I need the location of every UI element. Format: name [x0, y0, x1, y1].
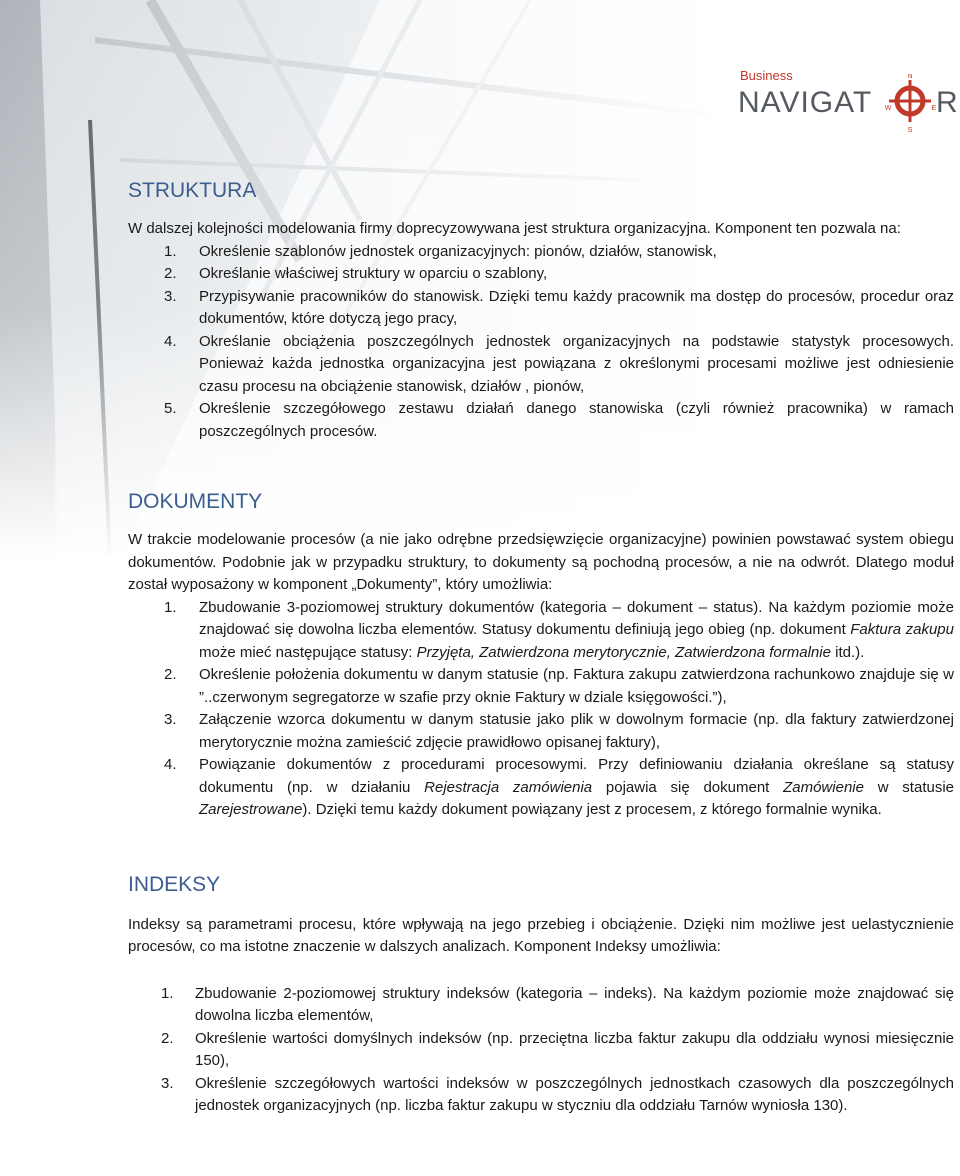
list-item: 2. Określenie położenia dokumentu w danym statusie (np. Faktura zakupu zatwierdzona rachunkowo znajduje się w ”..czerwonym segregatorze w szafie przy oknie Faktury w dziale księgowości.”), [164, 666, 954, 706]
business-navigator-logo [738, 68, 960, 130]
list-item: 1. Zbudowanie 3-poziomowej struktury dokumentów (kategoria – dokument – status). Na każdym poziomie może znajdować się dowolna liczba elementów. Statusy dokumentu definiują jego obieg (np. dokument Faktura zakupu może mieć następujące statusy: Przyjęta, Zatwierdzona merytorycznie, Zatwierdzona formalnie itd.). [164, 598, 954, 661]
compass-e: E [931, 105, 937, 112]
indeksy-list [128, 983, 954, 1118]
heading-indeksy: INDEKSY [128, 872, 221, 896]
struktura-intro: W dalszej kolejności modelowania firmy doprecyzowywana jest struktura organizacyjna. Komponent ten pozwala na: [128, 220, 901, 237]
compass-n: N [907, 74, 913, 80]
navigator-logo-icon [738, 74, 960, 132]
heading-dokumenty: DOKUMENTY [128, 490, 263, 513]
section-dokumenty [128, 489, 954, 822]
section-indeksy [128, 872, 954, 1118]
compass-w: W [884, 105, 892, 112]
list-item: 3. Załączenie wzorca dokumentu w danym statusie jako plik w dowolnym formacie (np. dla faktury zatwierdzonej merytorycznie można zamieścić zdjęcie prawidłowo opisanej faktury), [164, 711, 954, 751]
list-item: 1. Zbudowanie 2-poziomowej struktury indeksów (kategoria – indeks). Na każdym poziomie może znajdować się dowolna liczba elementów, [161, 984, 954, 1024]
indeksy-intro: Indeksy są parametrami procesu, które wpływają na jego przebieg i obciążenie. Dzięki nim możliwe jest uelastycznienie procesów, co ma istotne znaczenie w dalszych analizach. Komponent Indeksy umożliwia: [128, 915, 954, 955]
list-item: 3. Określenie szczegółowych wartości indeksów w poszczególnych jednostkach czasowych dla poszczególnych jednostek organizacyjnych (np. liczba faktur zakupu w styczniu dla oddziału Tarnów wyniosła 130). [161, 1074, 954, 1114]
list-item: 4. Powiązanie dokumentów z procedurami procesowymi. Przy definiowaniu działania określane są statusy dokumentu (np. w działaniu Rejestracja zamówienia pojawia się dokument Zamówienie w statusie Zarejestrowane). Dzięki temu każdy dokument powiązany jest z procesem, z którego formalnie wynika. [164, 756, 955, 818]
list-item: 2. Określanie właściwej struktury w oparciu o szablony, [164, 265, 548, 282]
list-item: 5. Określenie szczegółowego zestawu działań danego stanowiska (czyli również pracownika) w ramach poszczególnych procesów. [164, 400, 954, 440]
document-content [128, 178, 954, 1118]
logo-word-left: NAVIGAT [738, 86, 873, 119]
heading-struktura: STRUKTURA [128, 179, 257, 202]
logo-business-text: Business [740, 68, 793, 83]
dokumenty-list [128, 597, 954, 822]
section-struktura [128, 178, 954, 443]
list-item: 3. Przypisywanie pracowników do stanowisk. Dzięki temu każdy pracownik ma dostęp do procesów, procedur oraz dokumentów, które dotyczą jego pracy, [164, 287, 954, 327]
logo-word-right: R [936, 86, 958, 119]
struktura-list [128, 241, 954, 444]
list-item: 1. Określenie szablonów jednostek organizacyjnych: pionów, działów, stanowisk, [164, 242, 717, 260]
compass-rose-icon [885, 74, 937, 132]
list-item: 4. Określanie obciążenia poszczególnych jednostek organizacyjnych na podstawie statystyk procesowych. Ponieważ każda jednostka organizacyjna jest powiązana z określonymi procesami możliwe jest odniesienie czasu procesu na obciążenie stanowisk, działów , pionów, [164, 332, 954, 395]
list-item: 2. Określenie wartości domyślnych indeksów (np. przeciętna liczba faktur zakupu dla oddziału wynosi miesięcznie 150), [161, 1029, 954, 1069]
compass-s: S [907, 127, 913, 132]
dokumenty-intro: W trakcie modelowanie procesów (a nie jako odrębne przedsięwzięcie organizacyjne) powinien powstawać system obiegu dokumentów. Podobnie jak w przypadku struktury, to dokumenty są pochodną procesów, a nie na odwrót. Dlatego moduł został wyposażony w komponent „Dokumenty”, który umożliwia: [128, 531, 954, 593]
